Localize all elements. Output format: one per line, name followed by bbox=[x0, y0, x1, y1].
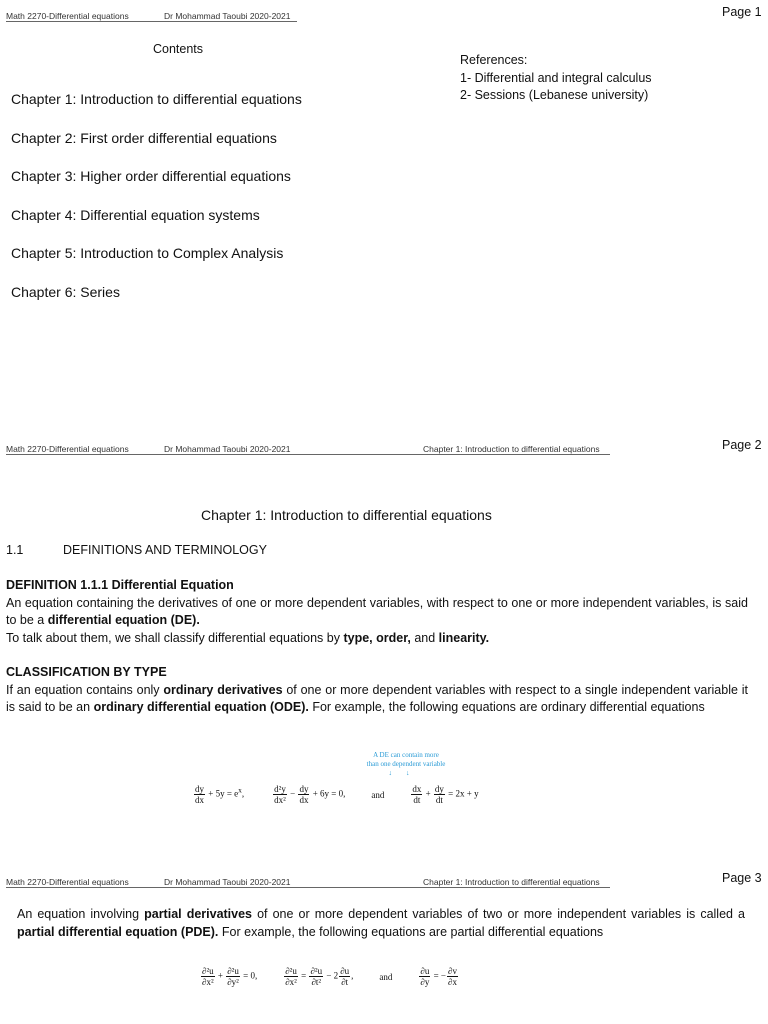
pde-equation-1: $\frac{\text{∂²u}}{\text{∂x²}}$ + $\frac{\text{∂²u}}{\text{∂y²}}$ = 0, bbox=[202, 966, 258, 987]
chapter-title: Chapter 1: Introduction to differential equations bbox=[201, 507, 492, 523]
page-number: Page 2 bbox=[722, 438, 762, 452]
header-rule bbox=[6, 454, 610, 455]
ode-paragraph bbox=[6, 682, 748, 717]
section-title: DEFINITIONS AND TERMINOLOGY bbox=[63, 543, 267, 557]
classify-text: To talk about them, we shall classify differential equations by bbox=[6, 630, 344, 645]
ode-text: For example, the following equations are ordinary differential equations bbox=[308, 700, 705, 714]
header-chapter: Chapter 1: Introduction to differential equations bbox=[423, 444, 600, 454]
header-course: Math 2270-Differential equations bbox=[6, 444, 129, 454]
header-chapter: Chapter 1: Introduction to differential equations bbox=[423, 877, 600, 887]
header-course: Math 2270-Differential equations bbox=[6, 877, 129, 887]
definition-block bbox=[6, 577, 748, 647]
header-course: Math 2270-Differential equations bbox=[6, 11, 129, 21]
chapter-item: Chapter 3: Higher order differential equations bbox=[11, 168, 291, 184]
pde-text: of one or more dependent variables of two or more independent variables is called a bbox=[252, 907, 746, 921]
references-block bbox=[460, 52, 652, 105]
chapter-item: Chapter 4: Differential equation systems bbox=[11, 207, 260, 223]
pde-text: An equation involving bbox=[17, 907, 145, 921]
classification-block bbox=[6, 664, 748, 717]
pde-paragraph bbox=[17, 906, 745, 941]
classify-paragraph bbox=[6, 630, 748, 648]
header-rule bbox=[6, 887, 610, 888]
pde-term: partial derivatives bbox=[144, 907, 253, 921]
classify-term: linearity. bbox=[438, 630, 490, 645]
classify-term: type, order, bbox=[343, 630, 411, 645]
ode-equation-3: $\frac{dx}{dt}$ + $\frac{dy}{dt}$ = 2x + y bbox=[412, 784, 479, 805]
chapter-item: Chapter 5: Introduction to Complex Analysis bbox=[11, 245, 284, 261]
section-number: 1.1 bbox=[6, 543, 24, 557]
definition-heading: DEFINITION 1.1.1 Differential Equation bbox=[6, 578, 234, 592]
definition-text: An equation containing the derivatives of one or more dependent variables, with respect to one or more independent variables, is said to be a bbox=[6, 595, 748, 627]
header-author: Dr Mohammad Taoubi 2020-2021 bbox=[164, 11, 291, 21]
header-author: Dr Mohammad Taoubi 2020-2021 bbox=[164, 444, 291, 454]
chapter-item: Chapter 1: Introduction to differential equations bbox=[11, 91, 302, 107]
pde-text: For example, the following equations are partial differential equations bbox=[218, 924, 604, 939]
chapter-item: Chapter 6: Series bbox=[11, 284, 120, 300]
chapter-item: Chapter 2: First order differential equations bbox=[11, 130, 277, 146]
ode-text: If an equation contains only bbox=[6, 682, 164, 697]
header-rule bbox=[6, 21, 297, 22]
equation-connector: and bbox=[371, 789, 385, 800]
classify-text: and bbox=[410, 630, 439, 645]
pde-equation-3: $\frac{\partial u}{\partial y}$ = − $\frac{\partial v}{\partial x}$ bbox=[420, 966, 457, 987]
ode-text: of one or more dependent variables with respect to a single independent variable it is said to be an bbox=[6, 682, 748, 714]
page-number: Page 3 bbox=[722, 871, 762, 885]
pde-equations bbox=[200, 966, 459, 987]
ode-equation-2: $\frac{\text{d²y}}{\text{dx²}}$ − $\frac{dy}{dx}$ + 6y = 0, bbox=[274, 784, 346, 805]
equation-annotation bbox=[364, 751, 448, 778]
annotation-line: than one dependent variable bbox=[366, 760, 446, 768]
classification-heading: CLASSIFICATION BY TYPE bbox=[6, 665, 167, 679]
reference-item: 1- Differential and integral calculus bbox=[460, 70, 652, 85]
ode-equation-1: $\frac{dy}{dx}$ + $5y = e^x$, bbox=[195, 784, 245, 805]
page-number: Page 1 bbox=[722, 5, 762, 19]
references-title: References: bbox=[460, 53, 528, 67]
header-author: Dr Mohammad Taoubi 2020-2021 bbox=[164, 877, 291, 887]
contents-title: Contents bbox=[153, 42, 204, 56]
annotation-line: A DE can contain more bbox=[373, 751, 439, 759]
equation-connector: and bbox=[379, 971, 393, 982]
ode-equations bbox=[193, 784, 479, 805]
pde-equation-2: $\frac{\text{∂²u}}{\text{∂x²}}$ = $\frac{\text{∂²u}}{\text{∂t²}}$ − 2 $\frac{\partial u}{\partial t}$ , bbox=[285, 966, 354, 987]
ode-term: ordinary derivatives bbox=[163, 682, 283, 697]
definition-paragraph bbox=[6, 595, 748, 630]
definition-term: differential equation (DE). bbox=[47, 613, 200, 627]
ode-term: ordinary differential equation (ODE). bbox=[93, 700, 309, 714]
annotation-arrows: ↓↓ bbox=[388, 769, 424, 777]
reference-item: 2- Sessions (Lebanese university) bbox=[460, 88, 649, 102]
pde-term: partial differential equation (PDE). bbox=[17, 924, 219, 939]
